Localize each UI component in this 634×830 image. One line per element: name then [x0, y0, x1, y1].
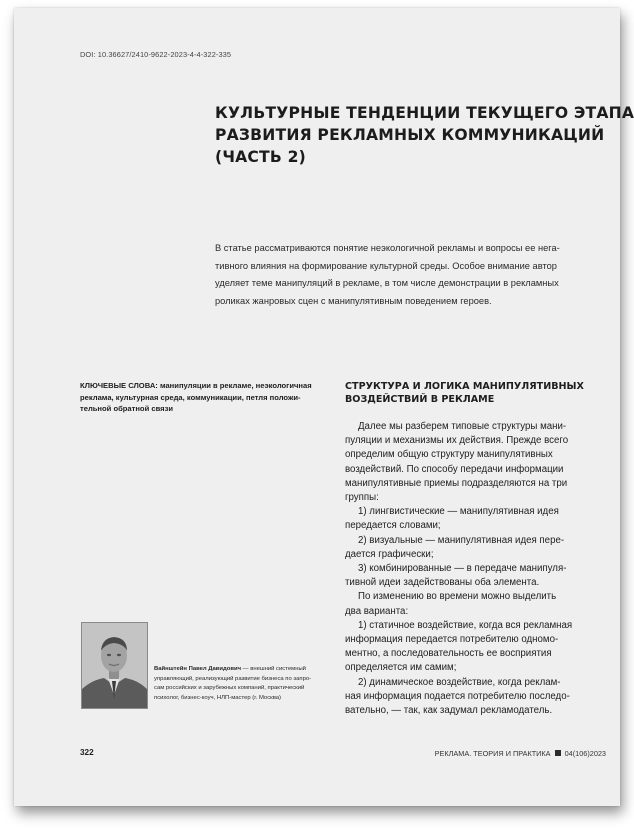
abstract — [215, 240, 610, 310]
body-line: воздействий. По способу передачи информации — [345, 463, 564, 475]
doi-text: DOI: 10.36627/2410-9622-2023-4-4-322-335 — [80, 50, 232, 59]
author-bio: психолог, бизнес-коуч, НЛП-мастер (г. Москва) — [154, 694, 282, 701]
body-line: группы: — [345, 492, 379, 504]
keywords — [80, 380, 342, 415]
keywords-line: реклама, культурная среда, коммуникации, петля положи- — [80, 392, 301, 402]
title-line: КУЛЬТУРНЫЕ ТЕНДЕНЦИИ ТЕКУЩЕГО ЭТАПА — [215, 104, 634, 122]
body-line: пуляции и механизмы их действия. Прежде всего — [345, 435, 569, 447]
body-line: 2) визуальные — манипулятивная идея пере- — [358, 534, 565, 546]
body-line: определяется им самим; — [345, 662, 457, 674]
body-line: 3) комбинированные — в передаче манипуля- — [358, 563, 567, 575]
title-line: РАЗВИТИЯ РЕКЛАМНЫХ КОММУНИКАЦИЙ — [215, 126, 605, 144]
section-heading-line: ВОЗДЕЙСТВИЙ В РЕКЛАМЕ — [345, 394, 495, 406]
journal-page — [14, 8, 634, 806]
body-line: 1) лингвистические — манипулятивная идея — [358, 506, 559, 518]
body-line: два варианта: — [345, 605, 409, 617]
keywords-line: тельной обратной связи — [80, 404, 174, 413]
journal-issue: 04(106)2023 — [564, 749, 606, 758]
body-line: 1) статичное воздействие, когда вся рекламная — [358, 619, 573, 631]
abstract-line: тивного влияния на формирование культурной среды. Особое внимание автор — [215, 260, 557, 271]
body-line: дается графически; — [345, 548, 434, 560]
body-line: информация передается потребителю одномо- — [345, 634, 559, 646]
abstract-line: роликах жанровых сцен с манипулятивным поведением героев. — [215, 295, 492, 306]
author-photo — [81, 622, 148, 709]
abstract-line: уделяет теме манипуляций в рекламе, в том числе демонстрации в рекламных — [215, 278, 559, 289]
author-bio: — внешний системный — [241, 666, 306, 672]
body-line: манипулятивные приемы подразделяются на три — [345, 477, 568, 489]
author-name: Вайнштейн Павел Давидович — [154, 666, 242, 672]
body-line: вательно, — так, как задумал рекламодатель. — [345, 705, 553, 717]
body-line: 2) динамическое воздействие, когда реклам- — [358, 676, 561, 688]
body-line: тивной идеи задействованы оба элемента. — [345, 577, 540, 589]
journal-name: РЕКЛАМА. ТЕОРИЯ И ПРАКТИКА — [434, 749, 551, 758]
abstract-line: В статье рассматриваются понятие неэкологичной рекламы и вопросы ее нега- — [215, 243, 560, 253]
body-line: ная информация подается потребителю последо- — [345, 690, 570, 702]
square-bullet-icon — [555, 750, 561, 756]
body-line: По изменению во времени можно выделить — [358, 591, 557, 603]
body-line: Далее мы разберем типовые структуры мани- — [358, 421, 567, 432]
article-title — [215, 102, 634, 168]
body-line: передается словами; — [345, 520, 441, 532]
keywords-line: КЛЮЧЕВЫЕ СЛОВА: манипуляции в рекламе, неэкологичная — [80, 381, 312, 390]
author-info — [154, 665, 324, 703]
section-heading — [345, 380, 615, 407]
section-heading-line: СТРУКТУРА И ЛОГИКА МАНИПУЛЯТИВНЫХ — [345, 381, 584, 392]
journal-footer — [435, 749, 606, 758]
body-line: ментно, а последовательность ее восприятия — [345, 648, 552, 660]
body-text — [345, 420, 613, 718]
author-bio: управляющий, реализующий развитие бизнеса по запро- — [154, 675, 312, 682]
author-bio: сам российских и зарубежных компаний, практический — [154, 685, 305, 692]
title-line: (ЧАСТЬ 2) — [215, 148, 306, 166]
page-number: 322 — [80, 748, 94, 757]
body-line: определим общую структуру манипулятивных — [345, 449, 553, 461]
author-portrait-icon — [82, 623, 147, 708]
